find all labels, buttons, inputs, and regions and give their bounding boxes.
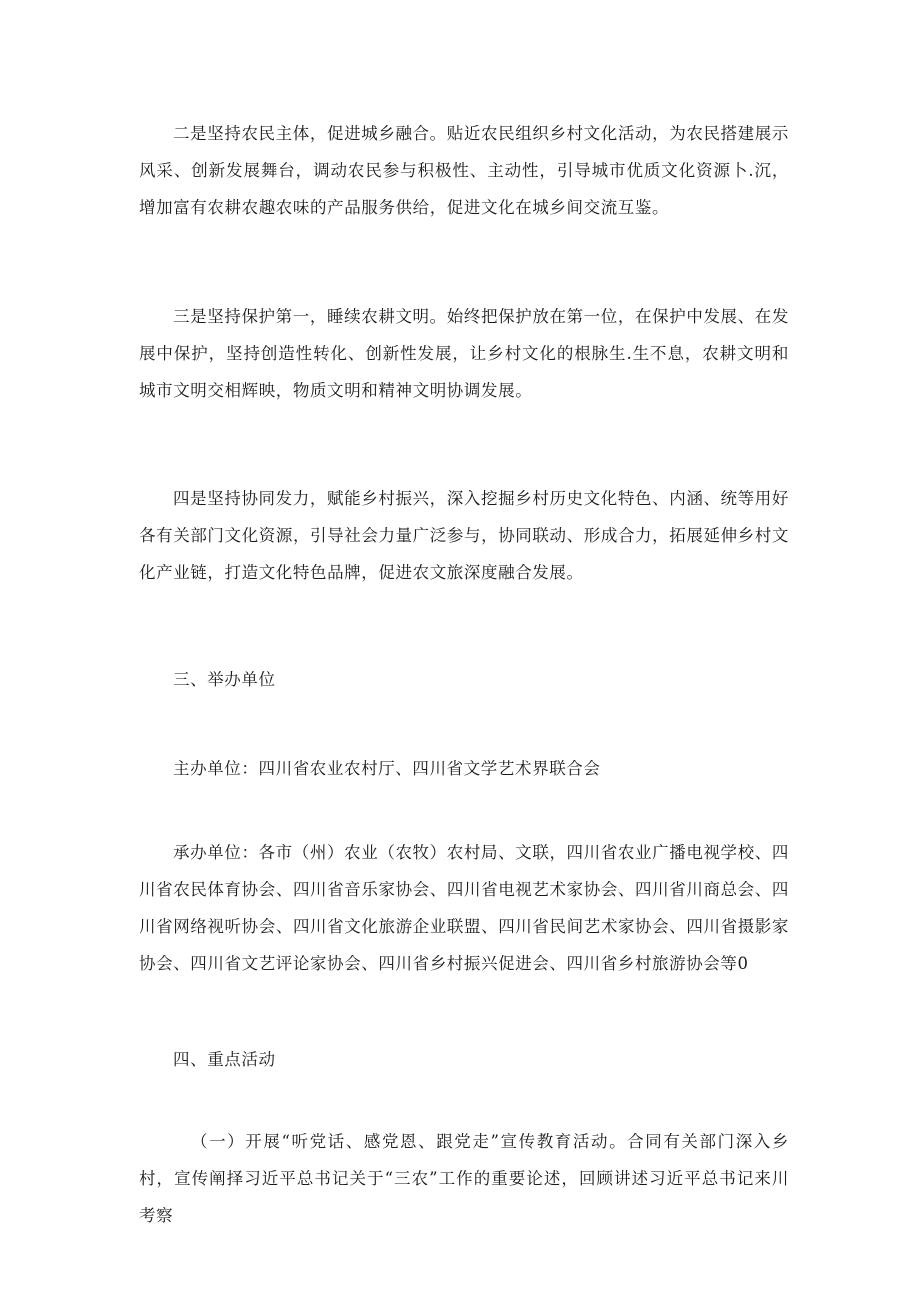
paragraph-principle-2: 二是坚持农民主体，促进城乡融合。贴近农民组织乡村文化活动，为农民搭建展示风采、创新发展舞台，调动农民参与积极性、主动性，引导城市优质文化资源卜.沉，增加富有农耕农趣农味的产品服务供给，促进文化在城乡间交流互鉴。 — [139, 124, 789, 217]
paragraph-principle-3: 三是坚持保护第一，睡续农耕文明。始终把保护放在第一位，在保护中发展、在发展中保护，坚持创造性转化、创新性发展，让乡村文化的根脉生.生不息，农耕文明和城市文明交相辉映，物质文明和精神文明协调发展。 — [139, 307, 789, 400]
host-units: 主办单位：四川省农业农村厅、四川省文学艺术界联合会 — [173, 759, 601, 778]
activity-1-paragraph: （一）开展“听党话、感党恩、跟党走”宣传教育活动。合同有关部门深入乡村，宣传阐择习近平总书记关于“三农”工作的重要论述，回顾讲述习近平总书记来川考察 — [139, 1132, 789, 1225]
section-heading-organizers: 三、举办单位 — [173, 670, 276, 689]
paragraph-principle-4: 四是坚持协同发力，赋能乡村振兴，深入挖掘乡村历史文化特色、内涵、统等用好各有关部门文化资源，引导社会力量广泛参与，协同联动、形成合力，拓展延伸乡村文化产业链，打造文化特色品牌，促进农文旅深度融合发展。 — [139, 489, 789, 582]
organizer-units: 承办单位：各市（州）农业（农牧）农村局、文联，四川省农业广播电视学校、四川省农民体育协会、四川省音乐家协会、四川省电视艺术家协会、四川省川商总会、四川省网络视听协会、四川省文化旅游企业联盟、四川省民间艺术家协会、四川省摄影家协会、四川省文艺评论家协会、四川省乡村振兴促进会、四川省乡村旅游协会等0 — [139, 843, 789, 973]
section-heading-key-activities: 四、重点活动 — [173, 1050, 276, 1069]
